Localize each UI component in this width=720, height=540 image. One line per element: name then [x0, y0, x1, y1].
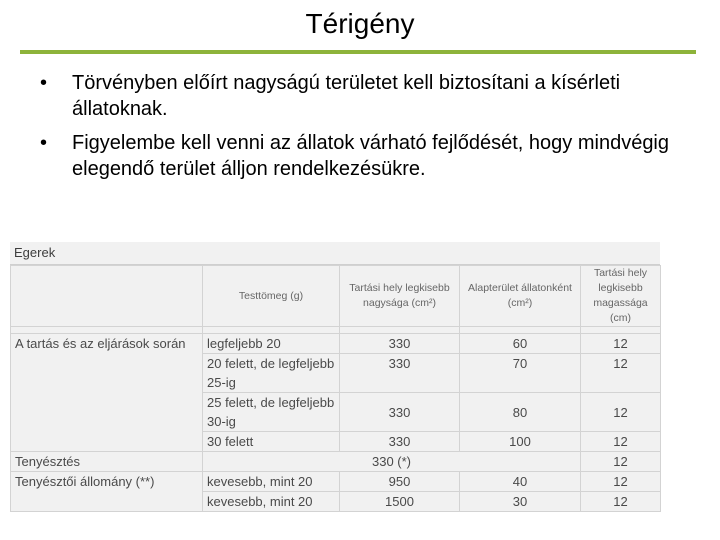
header-cell: Tartási hely legkisebb magassága (cm)	[581, 266, 661, 327]
row-label: Tenyésztés	[11, 452, 203, 472]
area-cell: 60	[460, 334, 581, 354]
area-cell: 100	[460, 432, 581, 452]
height-cell: 12	[581, 354, 661, 393]
bullet-dot-icon: •	[40, 132, 48, 154]
header-cell: Testtömeg (g)	[203, 266, 340, 327]
bullet-list	[30, 70, 700, 190]
table-row	[11, 334, 661, 354]
table-caption: Egerek	[10, 242, 660, 265]
size-cell: 950	[340, 472, 460, 492]
weight-cell: legfeljebb 20	[203, 334, 340, 354]
area-cell: 30	[460, 492, 581, 512]
height-cell: 12	[581, 432, 661, 452]
height-cell: 12	[581, 334, 661, 354]
merged-cell: 330 (*)	[203, 452, 581, 472]
mouse-space-table	[10, 242, 660, 512]
bullet-item: • Törvényben előírt nagyságú területet kell biztosítani a kísérleti állatoknak.	[40, 72, 621, 120]
height-cell: 12	[581, 452, 661, 472]
bullet-item: • Figyelembe kell venni az állatok várható fejlődését, hogy mindvégig elegendő terület álljon rendelkezésükre.	[40, 132, 670, 180]
size-cell: 1500	[340, 492, 460, 512]
header-cell	[11, 266, 203, 327]
size-cell: 330	[340, 334, 460, 354]
weight-cell: 30 felett	[203, 432, 340, 452]
area-cell: 40	[460, 472, 581, 492]
height-cell: 12	[581, 472, 661, 492]
weight-cell: kevesebb, mint 20	[203, 492, 340, 512]
header-cell: Tartási hely legkisebb nagysága (cm²)	[340, 266, 460, 327]
area-cell: 70	[460, 354, 581, 393]
size-cell: 330	[340, 393, 460, 432]
table-row	[11, 472, 661, 492]
title-underline	[20, 50, 696, 54]
slide-title: Térigény	[305, 8, 415, 39]
size-cell: 330	[340, 432, 460, 452]
weight-cell: 25 felett, de legfeljebb 30-ig	[203, 393, 340, 432]
table-header-row	[11, 266, 661, 327]
row-label: A tartás és az eljárások során	[11, 334, 203, 452]
weight-cell: 20 felett, de legfeljebb 25-ig	[203, 354, 340, 393]
size-cell: 330	[340, 354, 460, 393]
height-cell: 12	[581, 492, 661, 512]
weight-cell: kevesebb, mint 20	[203, 472, 340, 492]
area-cell: 80	[460, 393, 581, 432]
table-row	[11, 452, 661, 472]
height-cell: 12	[581, 393, 661, 432]
bullet-dot-icon: •	[40, 72, 48, 94]
row-label: Tenyésztői állomány (**)	[11, 472, 203, 512]
header-cell: Alapterület állatonként (cm²)	[460, 266, 581, 327]
